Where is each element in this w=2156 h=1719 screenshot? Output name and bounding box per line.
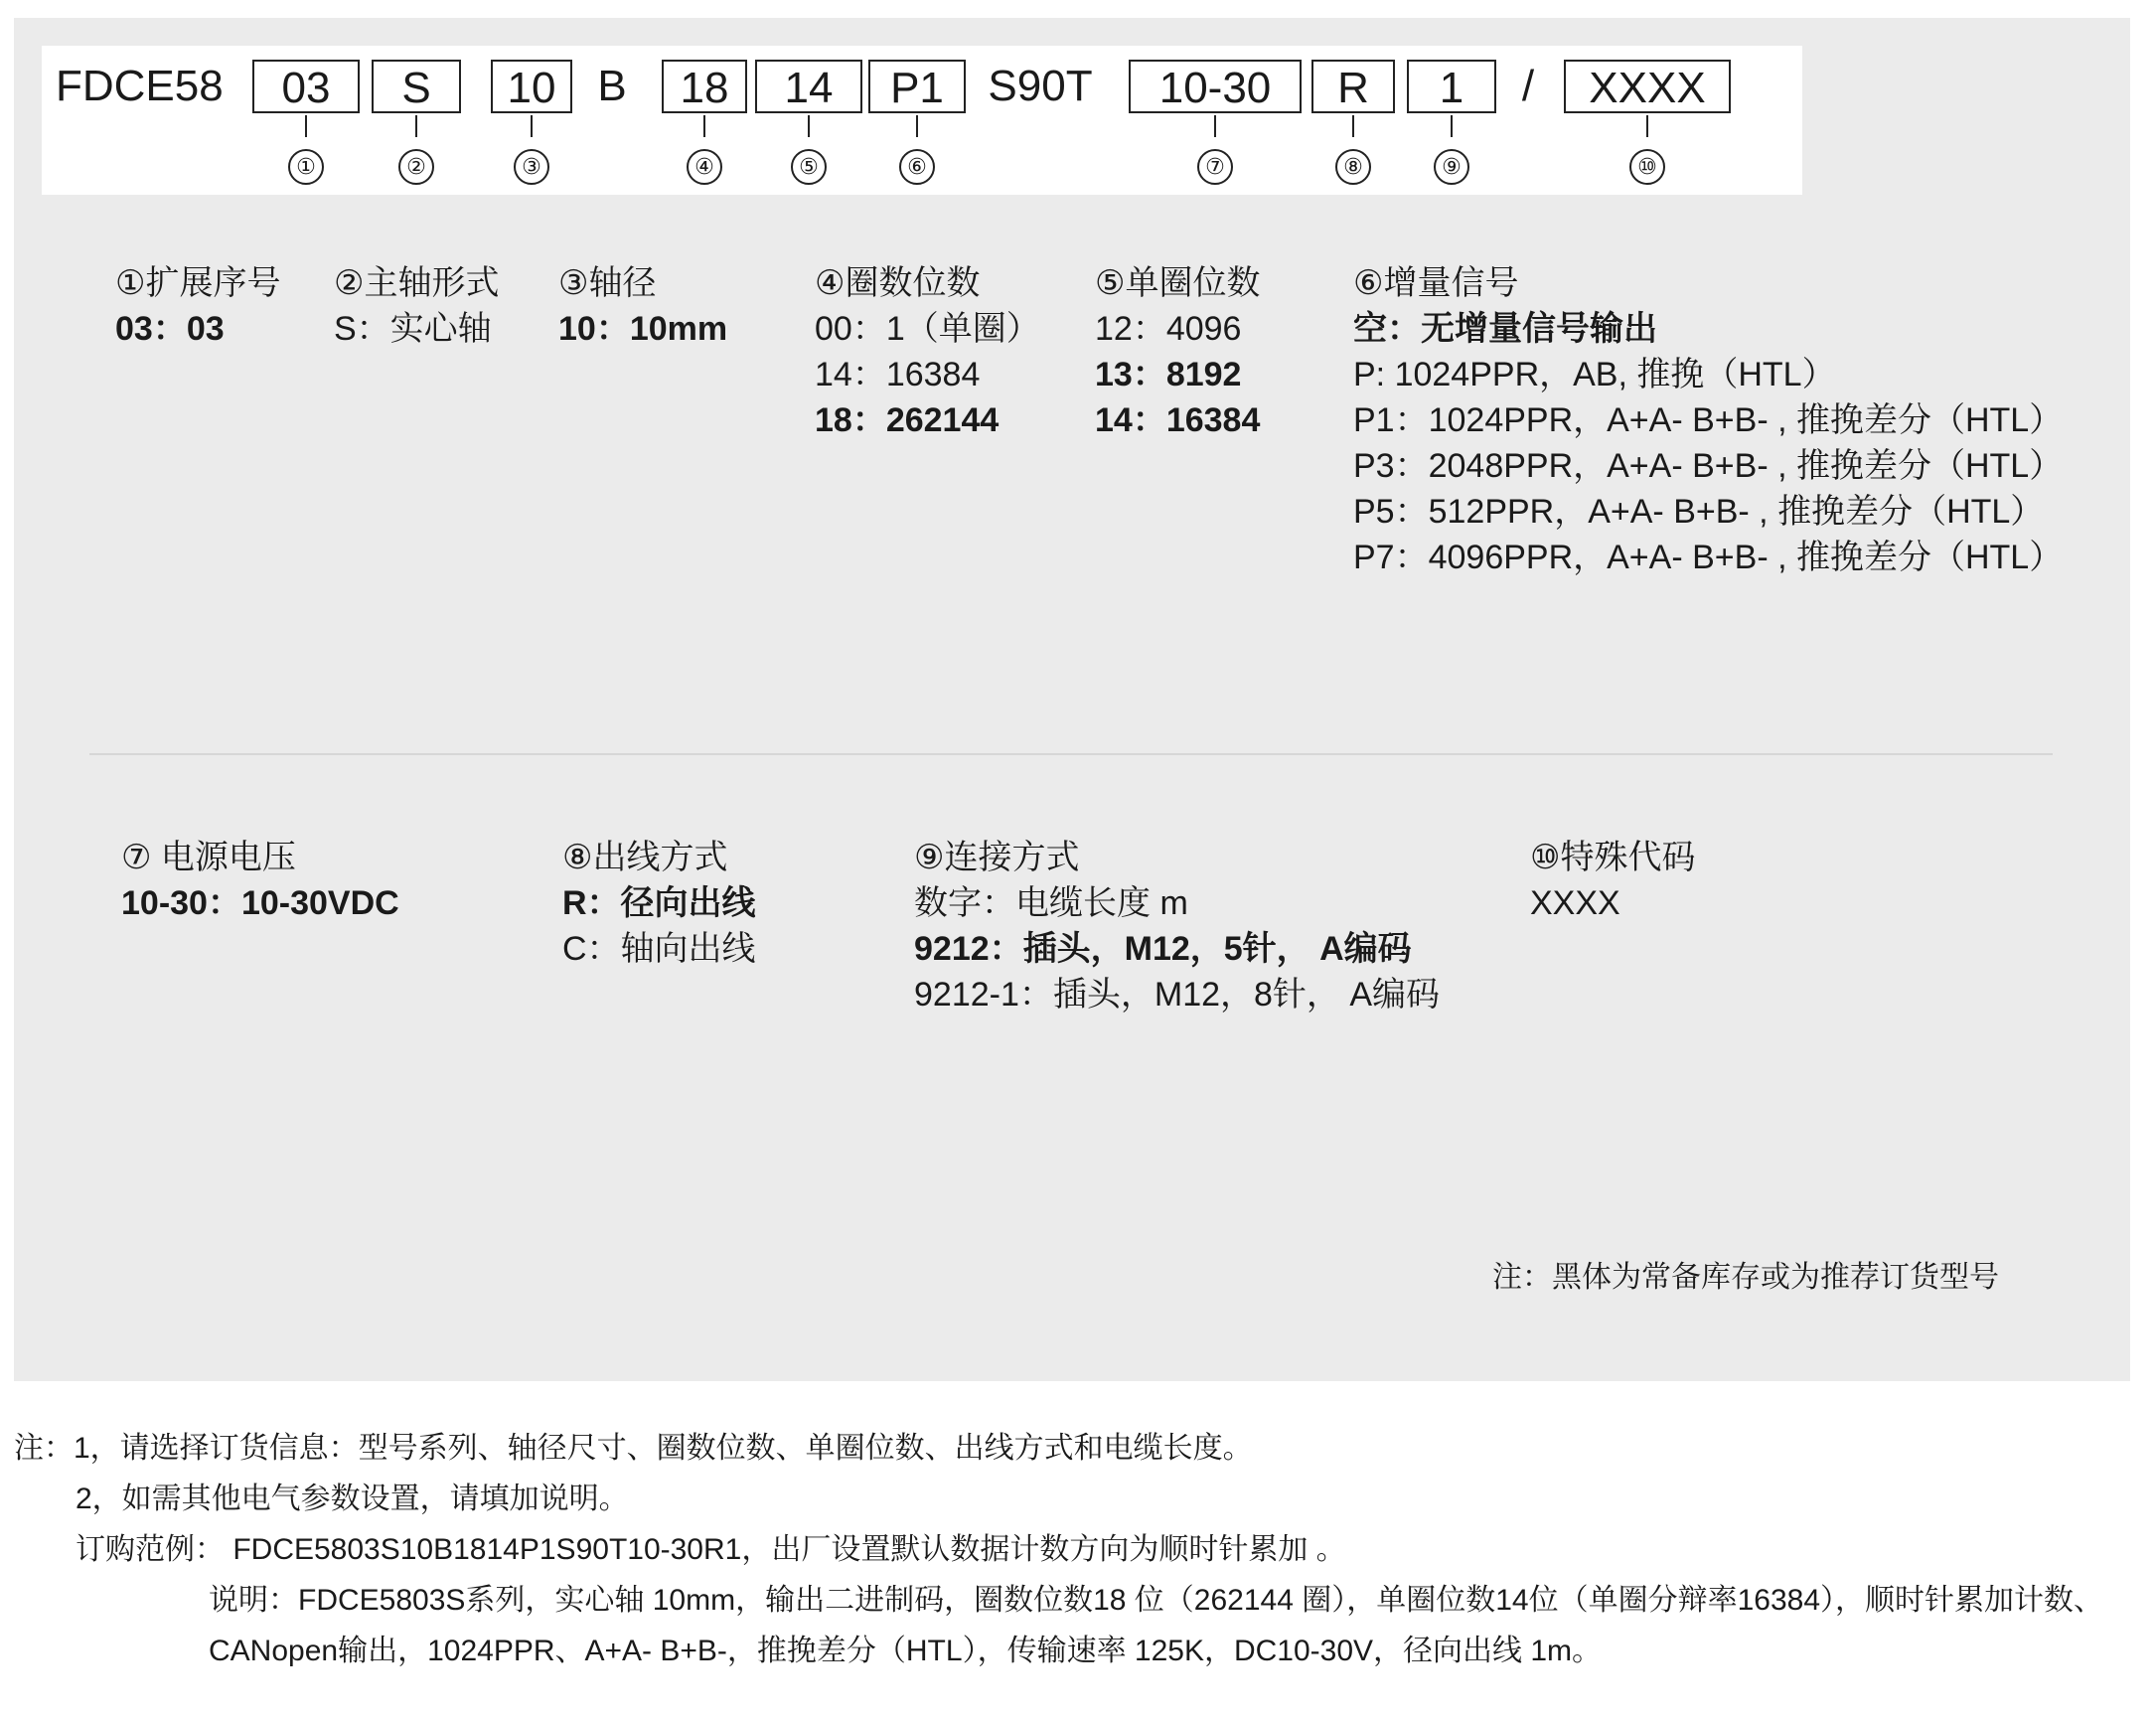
spec-column <box>121 835 399 926</box>
note-line: 注：1，请选择订货信息：型号系列、轴径尺寸、圈数位数、单圈位数、出线方式和电缆长度。 <box>14 1432 1253 1465</box>
note-line: CANopen输出，1024PPR、A+A- B+B-，推挽差分（HTL），传输速率 125K，DC10-30V，径向出线 1m。 <box>209 1635 1603 1667</box>
code-segment-box: 18 <box>662 60 747 113</box>
code-tick <box>531 115 533 137</box>
spec-column <box>1353 260 2063 580</box>
spec-header: ⑥增量信号 <box>1353 264 1519 302</box>
spec-option: 10-30：10-30VDC <box>121 884 399 922</box>
spec-option: 13：8192 <box>1095 356 1242 393</box>
code-number-marker: ⑩ <box>1629 149 1665 185</box>
code-segment-box: 03 <box>252 60 360 113</box>
code-segment-box: S <box>372 60 461 113</box>
code-number-marker: ⑥ <box>899 149 935 185</box>
code-segment-box: 14 <box>755 60 862 113</box>
code-tick <box>808 115 810 137</box>
code-tick <box>305 115 307 137</box>
spec-option: P7：4096PPR，A+A- B+B- , 推挽差分（HTL） <box>1353 539 2064 576</box>
spec-panel <box>14 18 2130 1381</box>
spec-header: ①扩展序号 <box>115 264 281 302</box>
code-segment-text: S90T <box>988 62 1093 110</box>
spec-header: ⑩特殊代码 <box>1530 839 1696 876</box>
spec-column <box>815 260 1040 443</box>
spec-option: 10：10mm <box>558 310 728 348</box>
code-segment-box: XXXX <box>1564 60 1731 113</box>
spec-option: P: 1024PPR，AB, 推挽（HTL） <box>1353 356 1836 393</box>
spec-option: 00：1（单圈） <box>815 310 1040 348</box>
spec-header: ⑤单圈位数 <box>1095 264 1261 302</box>
divider <box>89 753 2053 755</box>
code-segment-text: FDCE58 <box>56 62 224 110</box>
code-segment-box: P1 <box>868 60 966 113</box>
spec-option: P1：1024PPR，A+A- B+B- , 推挽差分（HTL） <box>1353 401 2064 439</box>
note-line: 订购范例： FDCE5803S10B1814P1S90T10-30R1，出厂设置默认数据计数方向为顺时针累加 。 <box>76 1533 1346 1566</box>
code-tick <box>1214 115 1216 137</box>
spec-option: 空：无增量信号输出 <box>1353 310 1657 348</box>
code-number-marker: ⑦ <box>1197 149 1233 185</box>
spec-option: 03：03 <box>115 310 225 348</box>
code-tick <box>1352 115 1354 137</box>
spec-option: S：实心轴 <box>334 310 492 348</box>
spec-option: 14：16384 <box>1095 401 1261 439</box>
spec-option: XXXX <box>1530 884 1620 922</box>
spec-header: ⑧出线方式 <box>562 839 728 876</box>
code-tick <box>415 115 417 137</box>
spec-column <box>115 260 280 352</box>
code-number-marker: ② <box>398 149 434 185</box>
spec-option: P5：512PPR，A+A- B+B- , 推挽差分（HTL） <box>1353 493 2045 531</box>
spec-column <box>914 835 1440 1017</box>
spec-column <box>558 260 727 352</box>
note-line: 2，如需其他电气参数设置，请填加说明。 <box>76 1483 629 1515</box>
spec-header: ③轴径 <box>558 264 657 302</box>
code-number-marker: ⑧ <box>1335 149 1371 185</box>
spec-option: 18：262144 <box>815 401 1000 439</box>
spec-column <box>562 835 756 972</box>
spec-option: R：径向出线 <box>562 884 756 922</box>
spec-option: 数字：电缆长度 m <box>914 884 1188 922</box>
spec-column <box>334 260 499 352</box>
note-line: 说明：FDCE5803S系列，实心轴 10mm，输出二进制码，圈数位数18 位（262144 圈），单圈位数14位（单圈分辩率16384），顺时针累加计数、 <box>209 1584 2104 1617</box>
code-number-marker: ③ <box>514 149 549 185</box>
spec-option: 14：16384 <box>815 356 981 393</box>
code-tick <box>1646 115 1648 137</box>
code-segment-text: / <box>1521 62 1535 110</box>
code-number-marker: ① <box>288 149 324 185</box>
spec-header: ④圈数位数 <box>815 264 981 302</box>
spec-option: 12：4096 <box>1095 310 1242 348</box>
spec-header: ⑦ 电源电压 <box>121 839 296 876</box>
spec-header: ⑨连接方式 <box>914 839 1080 876</box>
order-notes <box>14 1423 2104 1676</box>
spec-column <box>1095 260 1260 443</box>
code-segment-box: R <box>1311 60 1395 113</box>
code-tick <box>1451 115 1453 137</box>
spec-option: C：轴向出线 <box>562 930 756 968</box>
spec-column <box>1530 835 1695 926</box>
code-tick <box>703 115 705 137</box>
code-number-marker: ⑨ <box>1434 149 1469 185</box>
code-segment-box: 10-30 <box>1129 60 1302 113</box>
code-tick <box>916 115 918 137</box>
model-code-row <box>42 46 1802 195</box>
panel-note: 注：黑体为常备库存或为推荐订货型号 <box>1492 1261 1999 1294</box>
code-segment-box: 1 <box>1407 60 1496 113</box>
code-segment-box: 10 <box>491 60 572 113</box>
spec-option: 9212-1：插头，M12，8针， A编码 <box>914 976 1441 1014</box>
spec-option: P3：2048PPR，A+A- B+B- , 推挽差分（HTL） <box>1353 447 2064 485</box>
code-number-marker: ⑤ <box>791 149 827 185</box>
code-segment-text: B <box>597 62 627 110</box>
spec-option: 9212：插头，M12，5针， A编码 <box>914 930 1412 968</box>
spec-header: ②主轴形式 <box>334 264 500 302</box>
code-number-marker: ④ <box>687 149 722 185</box>
